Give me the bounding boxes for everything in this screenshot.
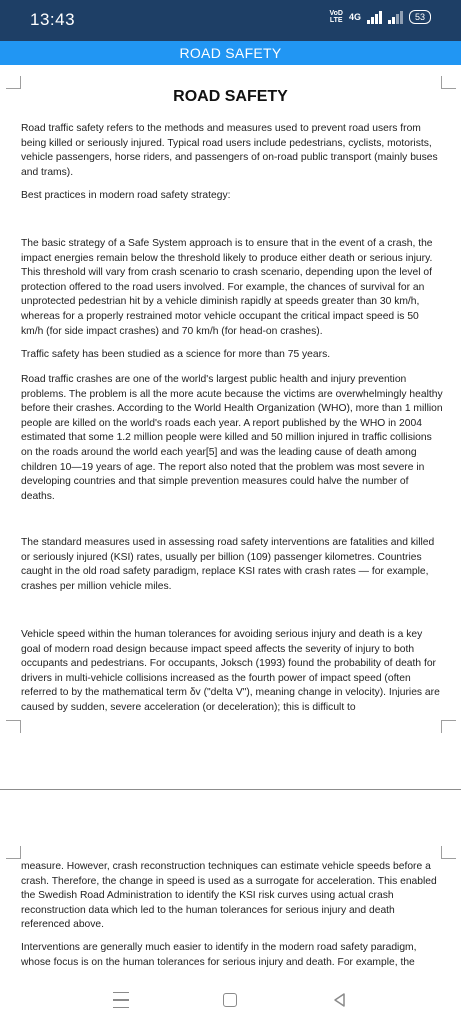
app-title: ROAD SAFETY <box>179 45 282 61</box>
menu-icon[interactable] <box>107 988 135 1012</box>
paragraph: Traffic safety has been studied as a science for more than 75 years. <box>21 349 331 360</box>
page-corner-mark <box>441 720 456 733</box>
paragraph: The standard measures used in assessing road safety interventions are fatalities and killed or seriously injured (KSI) rates, usually per billion (109) passenger kilometres. Countries caught in the old road safety paradigm, replace KSI rates with crash rates — for example, crashes per million vehicle miles. <box>21 537 435 592</box>
home-icon[interactable] <box>216 988 244 1012</box>
page-divider <box>0 789 461 790</box>
paragraph: Vehicle speed within the human tolerances for avoiding serious injury and death is a key goal of modern road design because impact speed affects the severity of injury to both occupants and pedestrians. For occupants, Joksch (1993) found the probability of death for drivers in multi-vehicle collisions increased as the fourth power of impact speed (often referred to by the mathematical term δv ("delta V"), meaning change in velocity). Injuries are caused by sudden, severe acceleration (or deceleration); this is difficult to <box>21 629 440 713</box>
paragraph: Road traffic crashes are one of the world's largest public health and injury prevention problems. The problem is all the more acute because the victims are overwhelmingly healthy before their crashes. According to the World Health Organization (WHO), more than 1 million people are killed on the world's roads each year. A report published by the WHO in 2004 estimated that some 1.2 million people were killed and 50 million injured in traffic collisions on the roads around the world each year[5] and was the leading cause of death among children 10—19 years of age. The report also noted that the problem was most severe in developing countries and that simple prevention measures could halve the number of deaths. <box>21 374 443 502</box>
network-type: 4G <box>348 12 361 22</box>
status-icons <box>329 10 431 24</box>
paragraph: Interventions are generally much easier to identify in the modern road safety paradigm, whose focus is on the human tolerances for serious injury and death. For example, the <box>21 942 417 968</box>
battery-level: 53 <box>414 12 425 22</box>
paragraph: Best practices in modern road safety strategy: <box>21 190 231 201</box>
navigation-bar <box>0 980 461 1024</box>
battery-icon <box>409 10 431 24</box>
signal-strength-icon <box>367 10 382 24</box>
signal-strength-icon-2 <box>388 10 403 24</box>
paragraph: measure. However, crash reconstruction techniques can estimate vehicle speeds before a crash. Therefore, the change in speed is used as a surrogate for acceleration. This enabled the Swedish Road Administration to identify the KSI risk curves using actual crash reconstruction data which led to the human tolerances for serious injury and death referenced above. <box>21 861 437 931</box>
paragraph: The basic strategy of a Safe System approach is to ensure that in the event of a crash, the impact energies remain below the threshold likely to produce either death or serious injury. This threshold will vary from crash scenario to crash scenario, depending upon the level of protection offered to the road users involved. For example, the chances of survival for an unprotected pedestrian hit by a vehicle diminish rapidly at speeds greater than 30 km/h, whereas for a properly restrained motor vehicle occupant the critical impact speed is 50 km/h (for side impact crashes) and 70 km/h (for head-on crashes). <box>21 238 433 337</box>
page-corner-mark <box>6 720 21 733</box>
app-bar <box>0 41 461 65</box>
back-icon[interactable] <box>326 988 354 1012</box>
page-corner-mark <box>6 846 21 859</box>
paragraph: Road traffic safety refers to the methods and measures used to prevent road users from being killed or seriously injured. Typical road users include pedestrians, cyclists, motorists, vehicle passengers, horse riders, and passengers of on-road public transport (mainly buses and trams). <box>21 123 438 178</box>
page-corner-mark <box>441 846 456 859</box>
volte-icon: VoD LTE <box>329 10 343 24</box>
status-time: 13:43 <box>30 10 76 29</box>
status-bar <box>0 0 461 41</box>
document-title: ROAD SAFETY <box>173 88 288 105</box>
